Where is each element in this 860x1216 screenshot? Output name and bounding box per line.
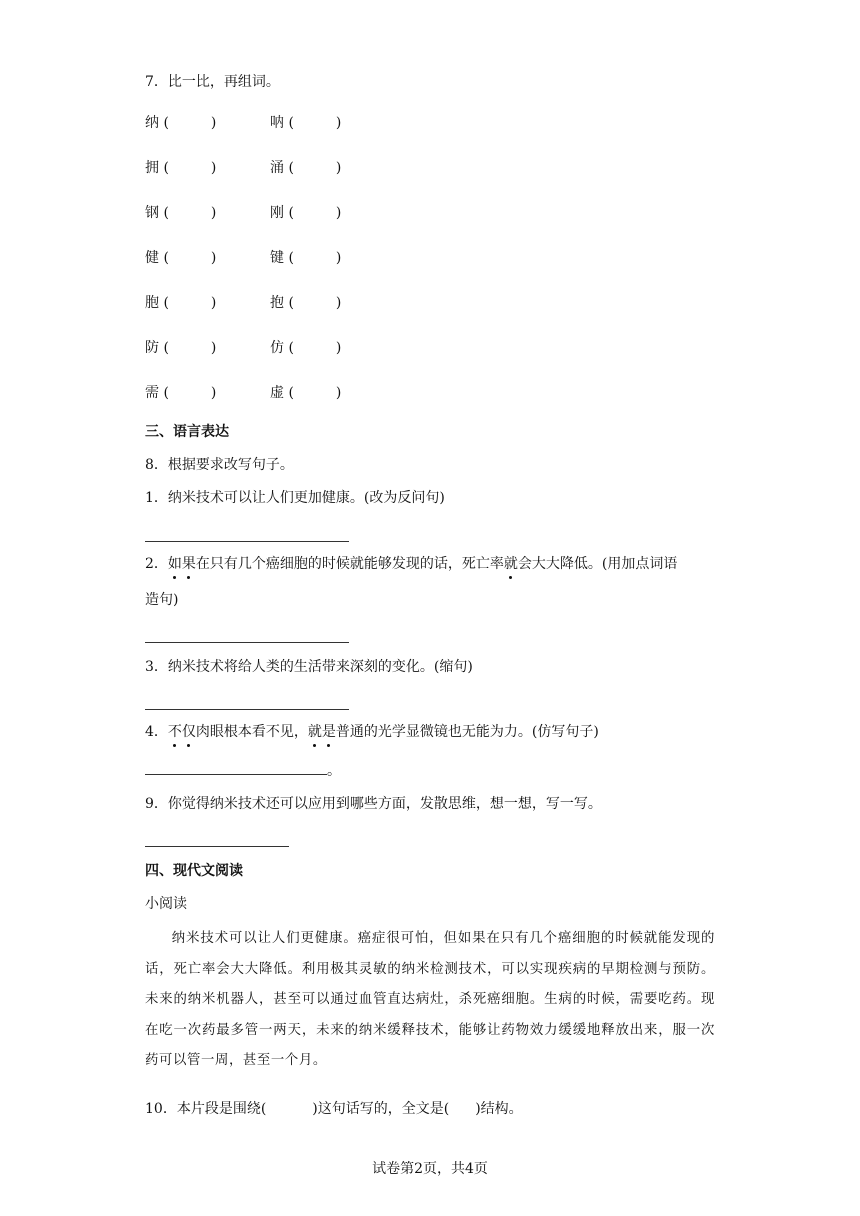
character: 抱: [270, 295, 284, 311]
section3-title: 三、语言表达: [145, 424, 229, 440]
answer-parentheses[interactable]: ( ): [159, 340, 217, 356]
answer-parentheses[interactable]: ( ): [284, 115, 342, 131]
word-item: [270, 293, 341, 313]
s4-end: 普通的光学显微镜也无能为力。(仿写句子): [335, 724, 599, 740]
q8-sentence-2: [145, 554, 677, 574]
word-item: [145, 248, 216, 268]
q7-title: 7．比一比，再组词。: [145, 74, 280, 90]
q8-sentence-4: [145, 722, 599, 742]
answer-line-3[interactable]: [145, 709, 349, 710]
word-item: [270, 383, 341, 403]
character: 胞: [145, 295, 159, 311]
answer-line-2[interactable]: [145, 642, 349, 643]
character: 虚: [270, 385, 284, 401]
word-item: [270, 158, 341, 178]
answer-parentheses[interactable]: ( ): [159, 115, 217, 131]
character: 涌: [270, 160, 284, 176]
emphasis-char: 是: [321, 724, 336, 740]
q10: [145, 1099, 523, 1119]
q10-part-b: )这句话写的，全文是(: [312, 1101, 450, 1117]
passage-subtitle: 小阅读: [145, 896, 187, 912]
answer-line-q9[interactable]: [145, 846, 289, 847]
character: 钢: [145, 205, 159, 221]
word-item: [145, 158, 216, 178]
word-item: [145, 113, 216, 133]
q8-sentence-1: 1．纳米技术可以让人们更加健康。(改为反问句): [145, 490, 445, 506]
s4-prefix: 4．: [145, 724, 168, 740]
answer-parentheses[interactable]: ( ): [159, 160, 217, 176]
emphasis-char: 不: [167, 724, 182, 740]
answer-parentheses[interactable]: ( ): [284, 340, 342, 356]
page-footer: 试卷第2页，共4页: [372, 1161, 488, 1177]
character: 刚: [270, 205, 284, 221]
emphasis-char: 仅: [181, 724, 196, 740]
emphasis-char: 就: [307, 724, 322, 740]
character: 健: [145, 250, 159, 266]
answer-line-4[interactable]: [145, 774, 327, 775]
q8-sentence-2-cont: 造句): [145, 592, 179, 608]
answer-parentheses[interactable]: ( ): [159, 205, 217, 221]
emphasis-char: 如: [167, 556, 182, 572]
section4-title: 四、现代文阅读: [145, 863, 243, 879]
word-item: [145, 293, 216, 313]
answer-parentheses[interactable]: ( ): [284, 250, 342, 266]
answer-parentheses[interactable]: ( ): [284, 160, 342, 176]
q10-part-c: )结构。: [475, 1101, 523, 1117]
s2-mid: 在只有几个癌细胞的时候就能够发现的话，死亡率: [195, 556, 504, 572]
answer-parentheses[interactable]: ( ): [284, 205, 342, 221]
q8-sentence-3: 3．纳米技术将给人类的生活带来深刻的变化。(缩句): [145, 659, 473, 675]
q10-part-a: 10．本片段是围绕(: [145, 1101, 267, 1117]
emphasis-char: 就: [503, 556, 518, 572]
character: 防: [145, 340, 159, 356]
character: 拥: [145, 160, 159, 176]
character: 键: [270, 250, 284, 266]
reading-passage: 纳米技术可以让人们更健康。癌症很可怕，但如果在只有几个癌细胞的时候就能发现的话，死亡率会大大降低。利用极其灵敏的纳米检测技术，可以实现疾病的早期检测与预防。未来的纳米机器人，甚至可以通过血管直达病灶，杀死癌细胞。生病的时候，需要吃药。现在吃一次药最多管一两天，未来的纳米缓释技术，能够让药物效力缓缓地释放出来，服一次药可以管一周，甚至一个月。: [145, 931, 715, 1068]
character: 呐: [270, 115, 284, 131]
word-item: [270, 248, 341, 268]
answer-line-4-period: 。: [327, 763, 341, 779]
word-item: [270, 203, 341, 223]
q8-title: 8．根据要求改写句子。: [145, 457, 294, 473]
answer-parentheses[interactable]: ( ): [284, 385, 342, 401]
word-item: [145, 338, 216, 358]
answer-parentheses[interactable]: ( ): [284, 295, 342, 311]
character: 需: [145, 385, 159, 401]
word-item: [145, 383, 216, 403]
answer-parentheses[interactable]: ( ): [159, 295, 217, 311]
word-item: [270, 338, 341, 358]
q9-title: 9．你觉得纳米技术还可以应用到哪些方面，发散思维，想一想，写一写。: [145, 796, 602, 812]
character: 仿: [270, 340, 284, 356]
answer-parentheses[interactable]: ( ): [159, 385, 217, 401]
s2-end: 会大大降低。(用加点词语: [517, 556, 678, 572]
word-item: [145, 203, 216, 223]
word-item: [270, 113, 341, 133]
character: 纳: [145, 115, 159, 131]
s4-mid: 肉眼根本看不见，: [195, 724, 308, 740]
answer-parentheses[interactable]: ( ): [159, 250, 217, 266]
emphasis-char: 果: [181, 556, 196, 572]
answer-line-1[interactable]: [145, 541, 349, 542]
s2-prefix: 2．: [145, 556, 168, 572]
